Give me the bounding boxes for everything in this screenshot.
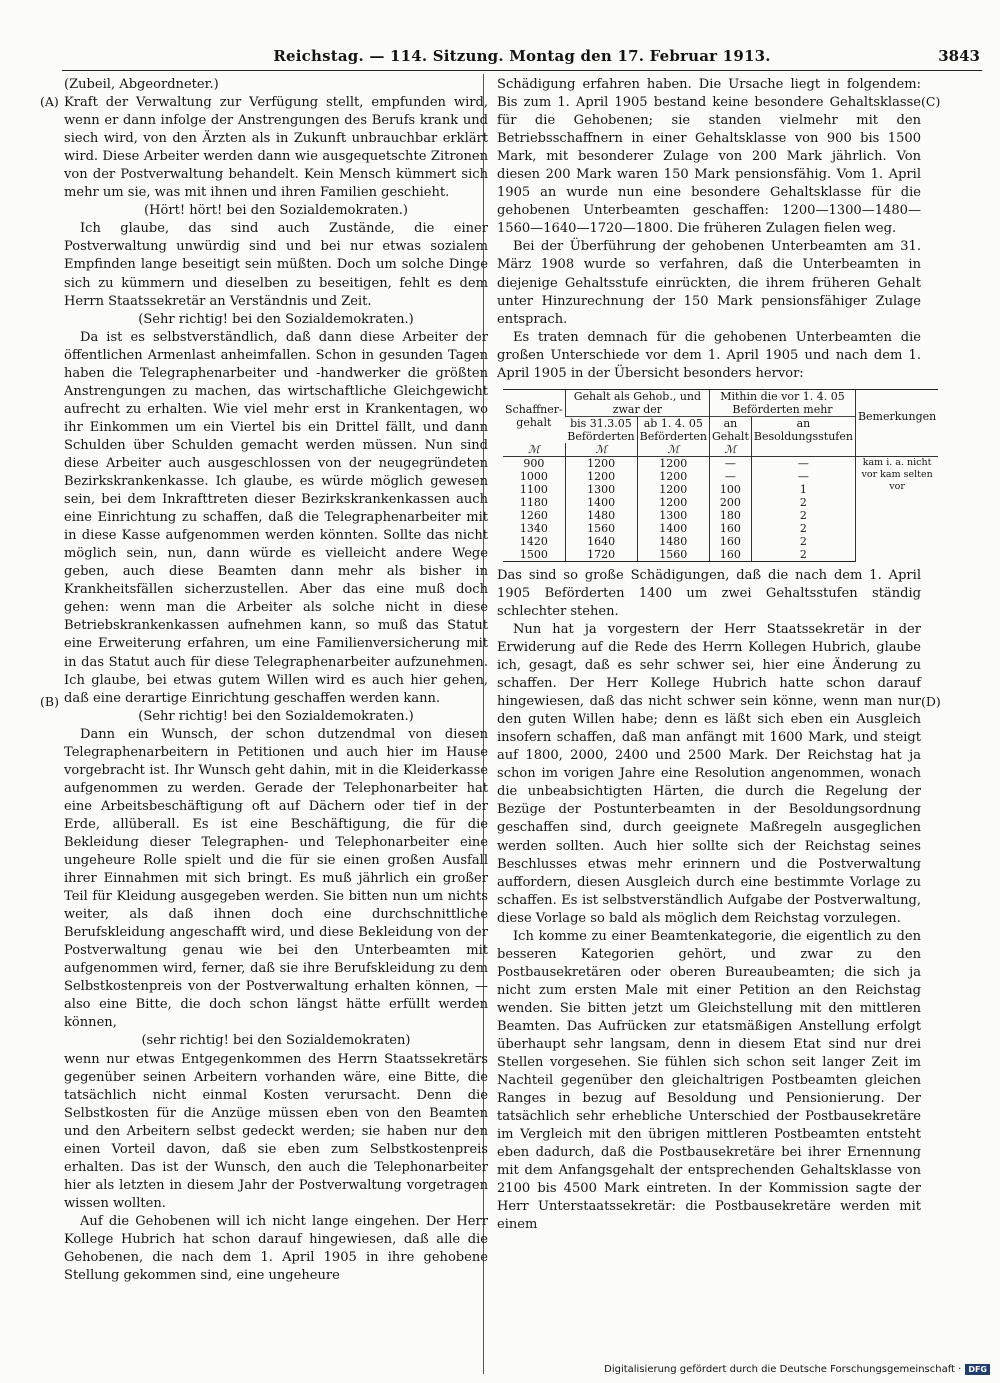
table-cell: 1500 [503,548,565,562]
table-cell: 1300 [565,483,637,496]
table-cell: 1420 [519,534,548,548]
margin-mark-d: (D) [921,694,941,709]
table-cell: — [751,456,855,470]
table-cell: 1300 [637,509,709,522]
table-cell: 1200 [637,456,709,470]
table-cell: 1200 [565,470,637,483]
th-schaffnergehalt: Schaffner-gehalt [503,389,565,443]
paragraph: Kraft der Verwaltung zur Verfügung stellt, empfunden wird, wenn er dann infolge der Anstrengungen des Berufs krank und siech wird, von den Ärzten als in Zukunft unbrauchbar erklärt wird. Diese Arbeiter werden dann wie ausgequetschte Zitronen von der Postverwaltung behandelt. Kein Mensch kümmert sich mehr um sie, was mit ihnen und ihren Familien geschieht. [64,95,488,201]
table-cell: 160 [709,522,751,535]
table-cell: 180 [709,509,751,522]
interjection: (Hört! hört! bei den Sozialdemokraten.) [144,203,408,219]
table-remark: kam i. a. nicht vor kam selten vor [855,456,938,561]
table-row [503,456,938,470]
table-cell: 1400 [565,496,637,509]
salary-table [503,389,938,562]
footer-credit [604,1364,990,1375]
table-cell: 1260 [519,508,548,522]
paragraph: Da ist es selbstverständlich, daß dann diese Arbeiter der öffentlichen Armenlast anheimfallen. Schon in gesunden Tagen haben die Telegraphenarbeiter und -handwerker die größten Anstrengungen zu machen, das wirtschaftliche Gleichgewicht aufrecht zu erhalten. Wie viel mehr erst in Krankentagen, wo ihr Einkommen um ein Viertel bis ein Drittel fällt, und dann Schulden über Schulden gemacht werden müssen. Nun sind diese Arbeiter auch ausgeschlossen von der neugegründeten Bezirkskrankenkasse. Ich glaube, es würde möglich gewesen sein, bei dem Inkrafttreten dieser Bezirkskrankenkassen auch eine Einrichtung zu schaffen, daß die Telegraphenarbeiter mit in diese Kasse aufgenommen werden könnten. Sollte das nicht möglich sein, nun, dann würde es vielleicht andere Wege geben, auch diese Beamten dann mehr als bisher in Krankheitsfällen sicherzustellen. Aber das eine muß doch gehen: wenn man die Arbeiter als solche nicht in diese Betriebskrankenkassen aufnehmen kann, so muß das Statut eine Erweiterung erfahren, um eine Familienversicherung mit in das Statut auch für diese Telegraphenarbeiter aufzunehmen. Ich glaube, bei etwas gutem Willen wird es auch hier gehen, daß eine derartige Einrichtung geschaffen werden kann. [64,329,488,706]
table-cell: 2 [751,509,855,522]
page-number: 3843 [938,47,980,65]
paragraph: Ich komme zu einer Beamtenkategorie, die eigentlich zu den besseren Kategorien gehört, und zwar zu den Postbausekretären oder oberen Bureaubeamten; die sich ja nicht zum ersten Male mit einer Petition an den Reichstag wenden. Sie bitten jetzt um Gleichstellung mit den mittleren Beamten. Das Aufrücken zur etatsmäßigen Anstellung erfolgt überhaupt sehr langsam, denn in diesem Etat sind nur drei Stellen vorgesehen. Sie fühlen sich schon seit langer Zeit im Nachteil gegenüber den gleichaltrigen Postbeamten gleichen Ranges in bezug auf Besoldung und Pensionierung. Der tatsächlich sehr erhebliche Unterschied der Postbausekretäre im Vergleich mit den übrigen mittleren Postbeamten entsteht eben dadurch, daß die Postbausekretäre bei ihrer Ernennung mit dem Anfangsgehalt der entsprechenden Gehaltsklasse von 2100 bis 4500 Mark eintreten. In der Kommission sagte der Herr Unterstaatssekretär: die Postbausekretäre werden mit einem [497,928,921,1233]
right-column [497,76,937,1235]
unit-cell: ℳ [637,443,709,457]
table-cell: 100 [709,483,751,496]
interjection: (Sehr richtig! bei den Sozialdemokraten.) [138,708,414,724]
table-cell: 2 [751,522,855,535]
table-cell: 1480 [637,535,709,548]
margin-mark-b: (B) [40,694,59,709]
running-header [62,44,982,71]
table-cell: 1000 [519,469,548,483]
table-cell: 1 [751,483,855,496]
table-cell: 160 [709,535,751,548]
interjection: (sehr richtig! bei den Sozialdemokraten) [141,1033,411,1049]
left-column [64,76,488,1285]
table-cell: 1400 [637,522,709,535]
paragraph: Das sind so große Schädigungen, daß die nach dem 1. April 1905 Beförderten 1400 um zwei Gehaltsstufen ständig schlechter stehen. [497,567,921,619]
margin-mark-a: (A) [40,94,59,109]
table-cell: 1480 [565,509,637,522]
th-ab-beforderte: ab 1. 4. 05 Beförderten [637,416,709,443]
table-cell: 2 [751,548,855,562]
paragraph: wenn nur etwas Entgegenkommen des Herrn Staatssekretärs gegenüber seinen Arbeitern vorhanden wäre, eine Bitte, die tatsächlich nicht einmal Kosten verursacht. Denn die Selbstkosten für die Anzüge müssen eben von den Beamten und den Arbeitern selbst gedeckt werden; sie haben nur den einen Vorteil davon, daß sie eben zum Selbstkostenpreis erhalten. Das ist der Wunsch, den auch die Telephonarbeiter hier als letzten in diesem Jahr der Postverwaltung vorgetragen wissen wollten. [64,1051,488,1211]
table-cell: 200 [709,496,751,509]
th-an-gehalt: an Gehalt [709,416,751,443]
unit-cell: ℳ [565,443,637,457]
table-cell: — [751,470,855,483]
table-cell: 1200 [565,456,637,470]
paragraph: Es traten demnach für die gehobenen Unterbeamten die großen Unterschiede vor dem 1. April 1905 und nach dem 1. April 1905 in der Übersicht besonders hervor: [497,329,921,381]
paragraph: Auf die Gehobenen will ich nicht lange eingehen. Der Herr Kollege Hubrich hat schon darauf hingewiesen, daß alle die Gehobenen, die nach dem 1. April 1905 in ihre gehobene Stellung gekommen sind, eine ungeheure [64,1213,488,1284]
paragraph: Nun hat ja vorgestern der Herr Staatssekretär in der Erwiderung auf die Rede des Herrn Kollegen Hubrich, glaube ich, gesagt, daß es sehr schwer sei, hier eine Änderung zu schaffen. Der Herr Kollege Hubrich hatte schon darauf hingewiesen, daß das nicht schwer sein könne, wenn man nur den guten Willen habe; denn es läßt sich eben ein Ausgleich insofern schaffen, daß man anfängt mit 1600 Mark, und steigt auf 1800, 2000, 2400 und 2500 Mark. Der Reichstag hat ja schon im vorigen Jahre eine Resolution angenommen, wonach die unbeabsichtigten Härten, die durch die Regelung der Bezüge der Postunterbeamten in der Besoldungsordnung geschaffen sind, durch geeignete Maßregeln ausgeglichen werden sollten. Auch hier sollte sich der Reichstag seines Beschlusses etwas mehr erinnern und die Postverwaltung auffordern, diesen Ausgleich durch eine bestimmte Vorlage zu schaffen. Es ist selbstverständlich Aufgabe der Postverwaltung, diese Vorlage so bald als möglich dem Reichstag vorzulegen. [497,621,921,926]
interjection: (Sehr richtig! bei den Sozialdemokraten.) [138,311,414,327]
th-bemerkungen: Bemerkungen [855,389,938,443]
table-cell: 1200 [637,483,709,496]
paragraph: Bei der Überführung der gehobenen Unterbeamten am 31. März 1908 wurde so verfahren, daß die Unterbeamten in diejenige Gehaltsstufe einrückten, die ihrem früheren Gehalt unter Hinzurechnung der 150 Mark pensionsfähiger Zulage entsprach. [497,239,921,327]
paragraph: Schädigung erfahren haben. Die Ursache liegt in folgendem: Bis zum 1. April 1905 bestand keine besondere Gehaltsklasse für die Gehobenen; sie standen vielmehr mit den Betriebsschaffnern in einer Gehaltsklasse von 900 bis 1500 Mark, mit besonderer Zulage von 200 Mark jährlich. Von diesen 200 Mark waren 150 Mark pensionsfähig. Vom 1. April 1905 an wurde nun eine besondere Gehaltsklasse für die gehobenen Unterbeamten geschaffen: 1200—1300—1480—1560—1640—1720—1800. Die früheren Zulagen fielen weg. [497,77,921,237]
speaker-attribution: (Zubeil, Abgeordneter.) [64,77,219,92]
table-cell: 2 [751,496,855,509]
paragraph: Dann ein Wunsch, der schon dutzendmal von diesen Telegraphenarbeitern in Petitionen und auch hier im Hause vorgebracht ist. Ihr Wunsch geht dahin, mit in die Kleiderkasse aufgenommen zu werden. Gerade der Telephonarbeiter hat eine Arbeitsbeschäftigung oft auf Dächern oder tief in der Erde, allüberall. Es ist eine Beschäftigung, die für die Bekleidung dieser Telegraphen- und Telephonarbeiter eine ungeheure Rolle spielt und die für sie einen großen Ausfall ihrer Einnahmen mit sich bringt. Es muß jährlich ein großer Teil für Kleidung ausgegeben werden. Sie bitten nun um nichts weiter, als daß ihnen doch eine durchschnittliche Berufskleidung angeschafft wird, und diese Bekleidung von der Postverwaltung genau wie bei den Unterbeamten mit aufgenommen wird, ferner, daß sie ihre Berufskleidung zu dem Selbstkostenpreis von der Postverwaltung erhalten können, — also eine Bitte, die doch schon längst hätte erfüllt werden können, [64,726,488,1031]
th-bis-beforderte: bis 31.3.05 Beförderten [565,416,637,443]
dfg-logo: DFG [965,1364,990,1375]
table-cell: 160 [709,548,751,562]
th-gehalt-group: Gehalt als Gehob., und zwar der [565,389,709,416]
footer-text: Digitalisierung gefördert durch die Deutsche Forschungsgemeinschaft · [604,1364,962,1375]
table-cell: 1560 [565,522,637,535]
table-cell: 1180 [519,495,548,509]
paragraph: Ich glaube, das sind auch Zustände, die einer Postverwaltung unwürdig sind und bei nur etwas sozialem Empfinden lange beseitigt sein müßten. Doch um solche Dinge sich zu kümmern und dieselben zu beseitigen, fehlt es dem Herrn Staatssekretär an Verständnis und Zeit. [64,221,488,309]
table-cell: 1340 [519,521,548,535]
table-cell: 900 [523,456,545,470]
table-cell: 1720 [565,548,637,562]
margin-mark-c: (C) [921,94,941,109]
running-title: Reichstag. — 114. Sitzung. Montag den 17. Februar 1913. [273,47,771,65]
th-an-besoldungsstufen: an Besoldungsstufen [751,416,855,443]
table-cell: — [709,456,751,470]
table-cell: 1560 [637,548,709,562]
table-cell: 1100 [519,482,548,496]
unit-cell: ℳ [503,443,565,457]
table-cell: 2 [751,535,855,548]
table-cell: 1200 [637,470,709,483]
unit-cell: ℳ [709,443,751,457]
table-cell: 1640 [565,535,637,548]
th-mithin: Mithin die vor 1. 4. 05 Beförderten mehr [709,389,855,416]
table-cell: 1200 [637,496,709,509]
table-cell: — [709,470,751,483]
